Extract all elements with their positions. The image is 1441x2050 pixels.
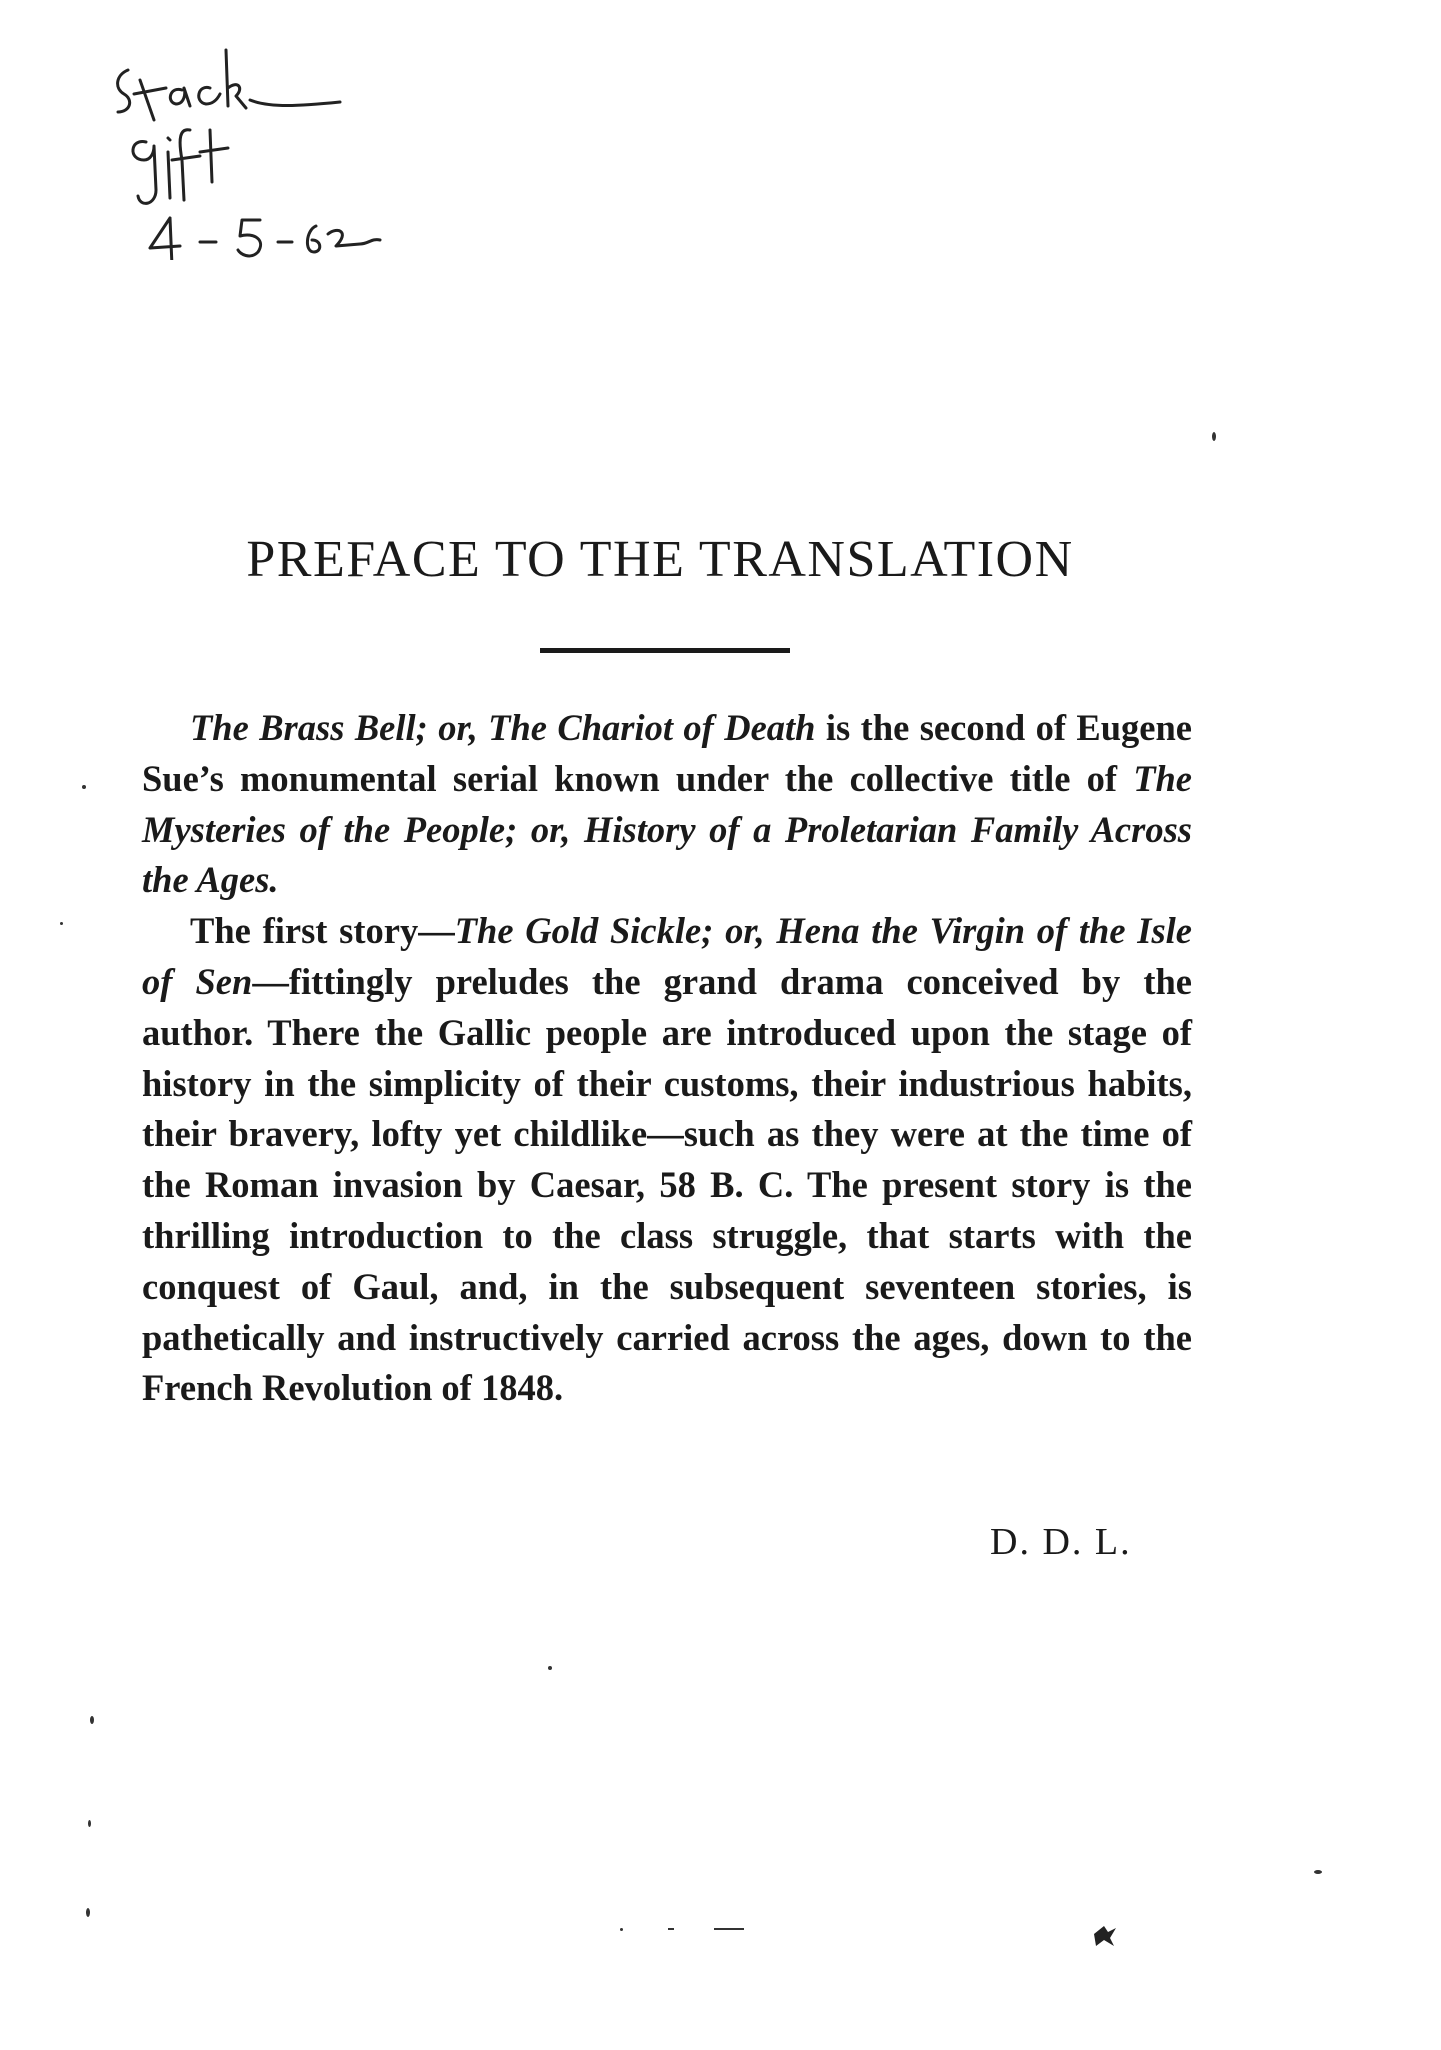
series-title: The Mysteries of the People; or, History of a Proletarian Family Across the Ages.: [142, 757, 1192, 901]
scan-speck: [620, 1928, 623, 1931]
scan-speck: [88, 1820, 91, 1827]
scan-speck: [668, 1928, 674, 1930]
handwritten-annotation: [110, 30, 410, 260]
scan-speck: [60, 922, 63, 925]
signature: D. D. L.: [990, 1521, 1132, 1563]
ink-blot-icon: [1090, 1920, 1120, 1950]
page-title: PREFACE TO THE TRANSLATION: [246, 531, 1074, 588]
book-title-gold-sickle: The Gold Sickle; or, Hena the Virgin of the Isle of Sen: [142, 910, 1192, 1002]
preface-body: [142, 703, 1192, 1414]
book-title-brass-bell: The Brass Bell; or, The Chariot of Death: [190, 707, 816, 748]
paragraph-1-text: is the second of Eugene Sue’s monumental serial known under the collective title of: [142, 707, 1192, 799]
handwriting-drawing: [110, 30, 410, 260]
paragraph-2-text: —fittingly preludes the grand drama conceived by the author. There the Gallic people are introduced upon the stage of history in the simplicity of their customs, their industrious habits, their bravery, lofty yet childlike—such as they were at the time of the Roman invasion by Caesar, 58 B. C. The present story is the thrilling introduction to the class struggle, that starts with the conquest of Gaul, and, in the subsequent seventeen stories, is pathetically and instructively carried across the ages, down to the French Revolution of 1848.: [142, 960, 1192, 1409]
title-rule: [540, 648, 790, 653]
scan-speck: [90, 1716, 94, 1724]
scan-speck: [1314, 1870, 1322, 1874]
scan-speck: [82, 785, 86, 789]
paragraph-2-lead: The first story—: [190, 910, 455, 952]
paragraph-1: [142, 703, 1192, 906]
scan-speck: [1212, 432, 1216, 441]
scan-speck: [86, 1908, 90, 1917]
scan-speck: [548, 1666, 552, 1670]
scan-speck: [714, 1928, 744, 1930]
paragraph-2: [142, 906, 1192, 1414]
